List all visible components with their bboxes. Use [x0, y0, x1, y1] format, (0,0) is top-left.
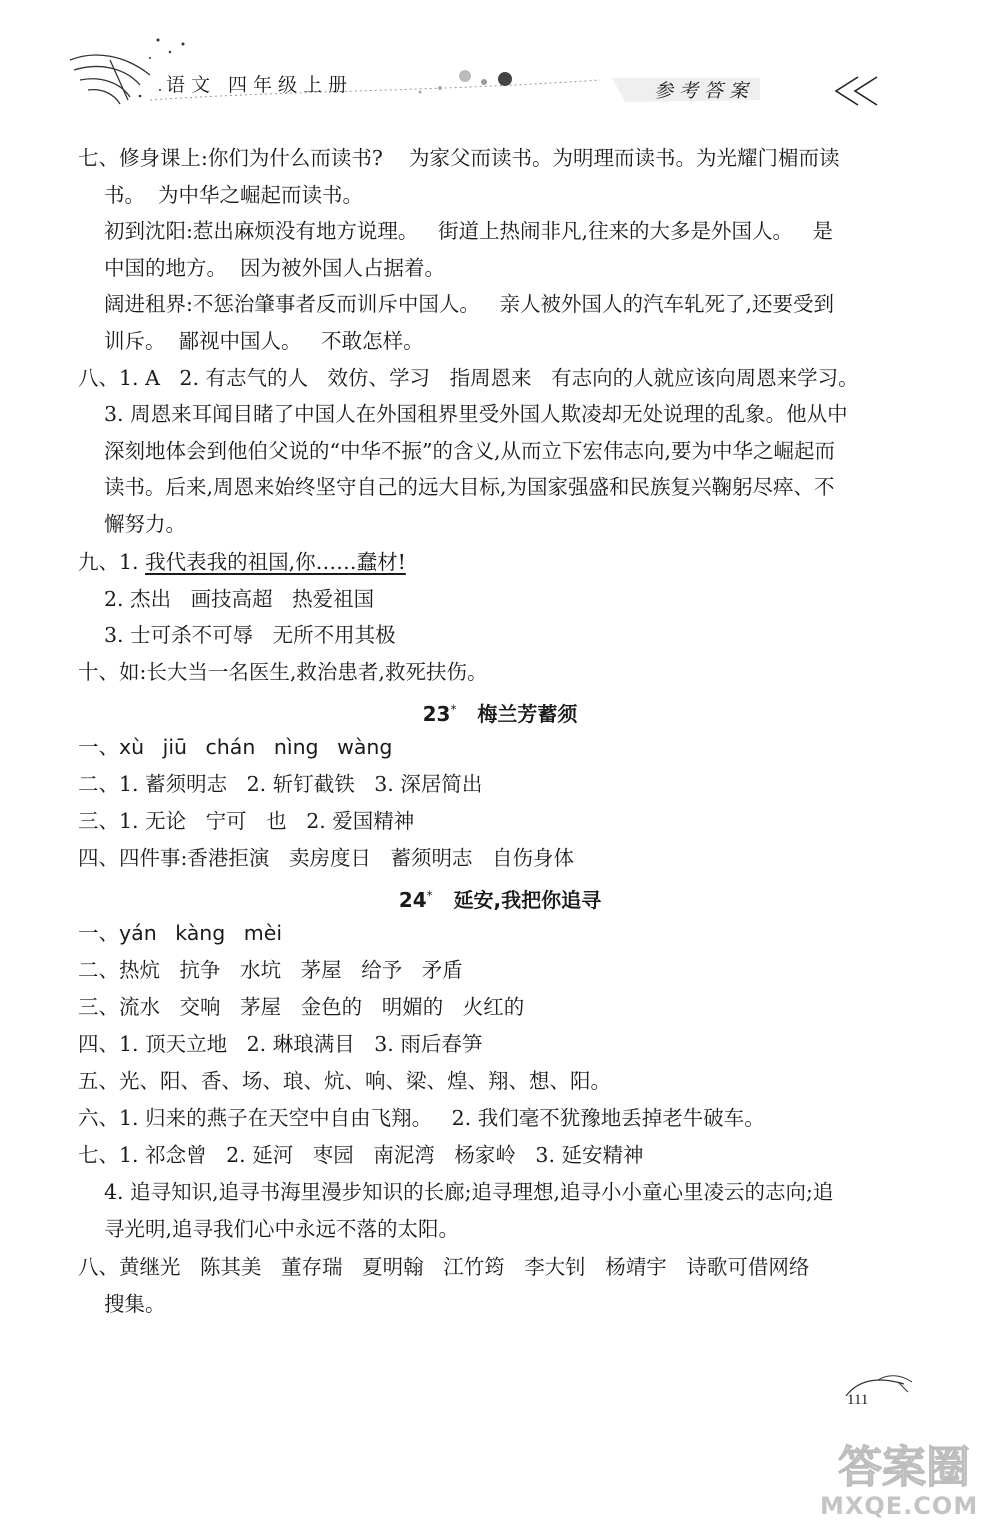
answer-line: 三、流水 交响 茅屋 金色的 明媚的 火红的: [78, 995, 525, 1019]
answer-line: 懈努力。: [104, 512, 186, 536]
pinyin-answer: yán kàng mèi: [119, 921, 283, 945]
answer-line: 二、1. 蓄须明志 2. 斩钉截铁 3. 深居简出: [78, 772, 483, 796]
answer-line: 七、修身课上:你们为什么而读书? 为家父而读书。为明理而读书。为光耀门楣而读: [78, 146, 840, 170]
answer-line: 训斥。 鄙视中国人。 不敢怎样。: [104, 329, 424, 353]
answer-line: 六、1. 归来的燕子在天空中自由飞翔。 2. 我们毫不犹豫地丢掉老牛破车。: [78, 1106, 765, 1130]
watermark-logo: [838, 1436, 988, 1496]
lesson-title: 延安,我把你追寻: [453, 888, 602, 912]
bead-dots: [419, 70, 513, 94]
answer-line: 读书。后来,周恩来始终坚守自己的远大目标,为国家强盛和民族复兴鞠躬尽瘁、不: [104, 475, 835, 499]
item-prefix: 一、: [78, 735, 119, 759]
answer-line: 三、1. 无论 宁可 也 2. 爱国精神: [78, 809, 415, 833]
section-heading-24: [0, 884, 1000, 913]
page-number: 111: [847, 1392, 869, 1408]
answer-line: 搜集。: [104, 1292, 166, 1316]
answer-line: 十、如:长大当一名医生,救治患者,救死扶伤。: [78, 660, 488, 684]
answer-line: 3. 周恩来耳闻目睹了中国人在外国租界里受外国人欺凌却无处说理的乱象。他从中: [104, 402, 848, 426]
answer-line: 八、黄继光 陈其美 董存瑞 夏明翰 江竹筠 李大钊 杨靖宇 诗歌可借网络: [78, 1255, 810, 1279]
section-heading-23: [0, 698, 1000, 727]
answer-line: [78, 550, 406, 575]
chevron-left-icon: [836, 77, 877, 105]
answer-key-title: 参考答案: [654, 80, 755, 102]
answer-line: 五、光、阳、香、场、琅、炕、响、梁、煌、翔、想、阳。: [78, 1069, 611, 1093]
answer-line: 七、1. 祁念曾 2. 延河 枣园 南泥湾 杨家岭 3. 延安精神: [78, 1143, 644, 1167]
answer-line: 寻光明,追寻我们心中永远不落的太阳。: [104, 1217, 460, 1241]
lesson-number: 24: [398, 888, 427, 912]
lesson-mark: *: [450, 702, 457, 717]
item-prefix: 九、1.: [78, 550, 146, 574]
answer-line: [78, 735, 392, 760]
lesson-title: 梅兰芳蓄须: [477, 702, 578, 726]
wing-icon: [70, 55, 150, 104]
answer-line: 3. 士可杀不可辱 无所不用其极: [104, 623, 396, 647]
watermark-logo-text: 答案圈: [838, 1442, 970, 1493]
underlined-answer: 我代表我的祖国,你……蠢材!: [145, 550, 406, 574]
page-header: [0, 0, 1000, 130]
answer-line: 初到沈阳:惹出麻烦没有地方说理。 街道上热闹非凡,往来的大多是外国人。 是: [104, 219, 834, 243]
answer-line: 中国的地方。 因为被外国人占据着。: [104, 256, 446, 280]
subject-label: 语文 四年级上册: [166, 74, 354, 96]
lesson-number: 23: [422, 702, 451, 726]
answer-line: 书。 为中华之崛起而读书。: [104, 183, 364, 207]
pinyin-answer: xù jiū chán nìng wàng: [119, 735, 393, 759]
answer-line: 四、1. 顶天立地 2. 琳琅满目 3. 雨后春笋: [78, 1032, 483, 1056]
watermark-url: MXQE.COM: [820, 1492, 979, 1520]
answer-line: 二、热炕 抗争 水坑 茅屋 给予 矛盾: [78, 958, 463, 982]
item-prefix: 一、: [78, 921, 119, 945]
header-ornament: [0, 0, 1000, 130]
answer-line: [78, 921, 282, 946]
answer-line: 阔进租界:不惩治肇事者反而训斥中国人。 亲人被外国人的汽车轧死了,还要受到: [104, 292, 834, 316]
answer-line: 4. 追寻知识,追寻书海里漫步知识的长廊;追寻理想,追寻小小童心里凌云的志向;追: [104, 1180, 834, 1204]
answer-line: 八、1. A 2. 有志气的人 效仿、学习 指周恩来 有志向的人就应该向周恩来学习。: [78, 366, 859, 390]
answer-line: 2. 杰出 画技高超 热爱祖国: [104, 587, 375, 611]
answer-line: 四、四件事:香港拒演 卖房度日 蓄须明志 自伤身体: [78, 846, 575, 870]
lesson-mark: *: [426, 888, 433, 903]
answer-line: 深刻地体会到他伯父说的“中华不振”的含义,从而立下宏伟志向,要为中华之崛起而: [104, 439, 835, 463]
